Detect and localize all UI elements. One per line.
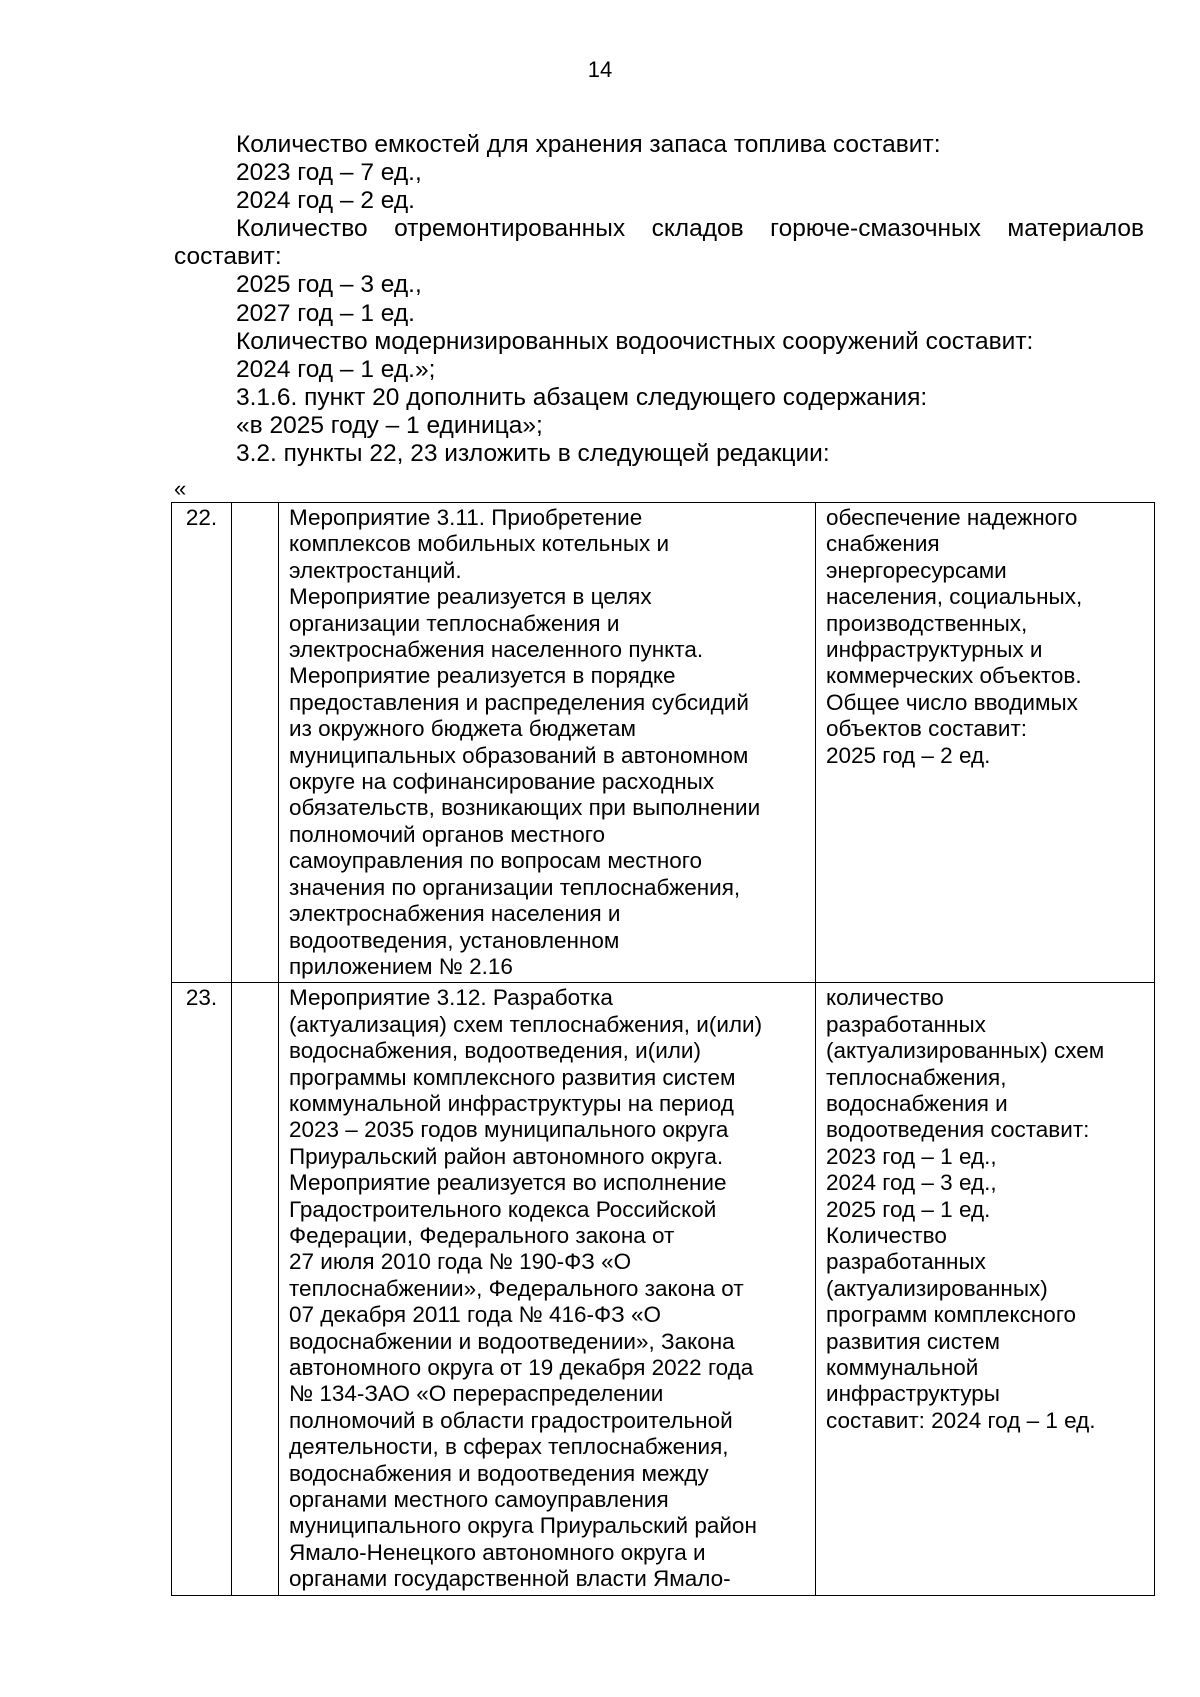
result-line: Количество	[826, 1222, 947, 1248]
result-line: водоснабжения и	[826, 1090, 1008, 1116]
paragraph: 2024 год – 1 ед.»;	[236, 355, 436, 383]
page-number: 14	[587, 57, 613, 82]
result-line: 2023 год – 1 ед.,	[826, 1143, 997, 1169]
description-line: Ямало-Ненецкого автономного округа и	[289, 1539, 706, 1565]
result-line: производственных,	[826, 610, 1028, 636]
description-line: полномочий в области градостроительной	[289, 1407, 733, 1433]
description-line: Мероприятие реализуется в целях	[289, 584, 652, 610]
description-line: муниципальных образований в автономном	[289, 742, 749, 768]
description-line: округе на софинансирование расходных	[289, 769, 715, 795]
description-line: электроснабжения населения и	[289, 901, 621, 927]
paragraph: 2025 год – 3 ед.,	[236, 271, 422, 299]
description-line: значения по организации теплоснабжения,	[289, 874, 741, 900]
result-line: водоотведения составит:	[826, 1117, 1090, 1143]
body-text	[174, 131, 1144, 468]
description-line: Мероприятие 3.12. Разработка	[289, 985, 613, 1011]
description-line: из окружного бюджета бюджетам	[289, 716, 637, 742]
result-line: количество	[826, 985, 944, 1011]
result-line: составит: 2024 год – 1 ед.	[826, 1407, 1096, 1433]
paragraph: Количество модернизированных водоочистных сооружений составит:	[236, 327, 1034, 355]
result-line: теплоснабжения,	[826, 1064, 1007, 1090]
result-line: 2025 год – 2 ед.	[826, 742, 991, 768]
description-line: организации теплоснабжения и	[289, 610, 620, 636]
paragraph: 2027 год – 1 ед.	[236, 299, 415, 327]
description-line: водоснабжении и водоотведении», Закона	[289, 1328, 735, 1354]
result-line: инфраструктуры	[826, 1381, 1000, 1407]
result-line: разработанных	[826, 1011, 986, 1037]
description-line: № 134-ЗАО «О перераспределении	[289, 1381, 664, 1407]
measure-description-cell	[279, 983, 816, 1595]
description-line: 27 июля 2010 года № 190-ФЗ «О	[289, 1249, 632, 1275]
description-line: комплексов мобильных котельных и	[289, 531, 670, 557]
description-line: предоставления и распределения субсидий	[289, 689, 749, 715]
description-line: Приуральский район автономного округа.	[289, 1143, 724, 1169]
description-line: Мероприятие реализуется во исполнение	[289, 1170, 727, 1196]
result-line: развития систем	[826, 1328, 1001, 1354]
expected-result-cell	[816, 503, 1155, 983]
description-line: деятельности, в сферах теплоснабжения,	[289, 1434, 729, 1460]
description-line: водоснабжения, водоотведения, и(или)	[289, 1038, 701, 1064]
opening-quote-mark: «	[174, 476, 187, 501]
result-line: обеспечение надежного	[826, 505, 1078, 530]
description-line: электростанций.	[289, 557, 462, 583]
description-line: Мероприятие реализуется в порядке	[289, 663, 676, 689]
result-line: программ комплексного	[826, 1302, 1077, 1328]
row-number-cell: 23.	[172, 983, 232, 1595]
empty-cell	[232, 983, 279, 1595]
row-number-cell: 22.	[172, 503, 232, 983]
result-line: инфраструктурных и	[826, 637, 1043, 663]
description-line: приложением № 2.16	[289, 953, 513, 979]
paragraph: Количество отремонтированных складов горюче-смазочных материалов составит:	[174, 215, 1144, 271]
description-line: 07 декабря 2011 года № 416-ФЗ «О	[289, 1302, 661, 1328]
result-line: 2024 год – 3 ед.,	[826, 1170, 997, 1196]
result-line: населения, социальных,	[826, 584, 1083, 610]
expected-result-cell	[816, 983, 1155, 1595]
paragraph: «в 2025 году – 1 единица»;	[236, 411, 543, 439]
paragraph: 3.1.6. пункт 20 дополнить абзацем следующего содержания:	[236, 383, 928, 411]
description-line: (актуализация) схем теплоснабжения, и(или)	[289, 1011, 763, 1037]
paragraph: 2023 год – 7 ед.,	[236, 159, 422, 187]
description-line: обязательств, возникающих при выполнении	[289, 795, 761, 821]
description-line: теплоснабжении», Федерального закона от	[289, 1275, 744, 1301]
result-line: снабжения	[826, 531, 940, 557]
paragraph: 3.2. пункты 22, 23 изложить в следующей редакции:	[236, 440, 830, 468]
result-line: (актуализированных)	[826, 1275, 1048, 1301]
measures-table-body	[172, 503, 1155, 1596]
description-line: водоотведения, установленном	[289, 927, 620, 953]
table-row	[172, 983, 1155, 1595]
description-line: органами государственной власти Ямало-	[289, 1566, 731, 1592]
result-line: объектов составит:	[826, 716, 1028, 742]
description-line: электроснабжения населенного пункта.	[289, 637, 704, 663]
description-line: самоуправления по вопросам местного	[289, 848, 703, 874]
result-line: энергоресурсами	[826, 557, 1007, 583]
result-line: разработанных	[826, 1249, 986, 1275]
result-line: 2025 год – 1 ед.	[826, 1196, 991, 1222]
paragraph: 2024 год – 2 ед.	[236, 187, 415, 215]
result-line: (актуализированных) схем	[826, 1038, 1105, 1064]
measures-table	[171, 502, 1155, 1596]
description-line: Мероприятие 3.11. Приобретение	[289, 505, 643, 530]
description-line: Федерации, Федерального закона от	[289, 1222, 675, 1248]
description-line: автономного округа от 19 декабря 2022 года	[289, 1355, 754, 1380]
description-line: 2023 – 2035 годов муниципального округа	[289, 1117, 729, 1143]
description-line: муниципального округа Приуральский район	[289, 1513, 757, 1539]
result-line: коммерческих объектов.	[826, 663, 1082, 689]
description-line: водоснабжения и водоотведения между	[289, 1460, 709, 1486]
result-line: коммунальной	[826, 1355, 979, 1380]
description-line: органами местного самоуправления	[289, 1487, 669, 1513]
paragraph: Количество емкостей для хранения запаса топлива составит:	[236, 131, 941, 158]
description-line: Градостроительного кодекса Российской	[289, 1196, 717, 1222]
measure-description-cell	[279, 503, 816, 983]
table-row	[172, 503, 1155, 983]
result-line: Общее число вводимых	[826, 689, 1078, 715]
description-line: полномочий органов местного	[289, 821, 605, 847]
empty-cell	[232, 503, 279, 983]
description-line: программы комплексного развития систем	[289, 1064, 736, 1090]
description-line: коммунальной инфраструктуры на период	[289, 1090, 734, 1116]
